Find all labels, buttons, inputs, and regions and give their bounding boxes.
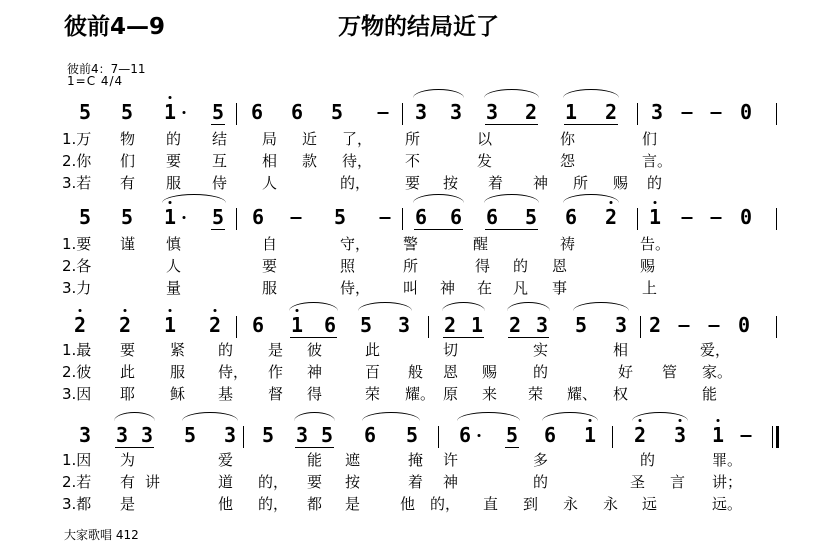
note-digit: 2: [443, 313, 457, 337]
lyric-syllable: 的，: [340, 174, 371, 192]
lyric-syllable: 服: [166, 174, 182, 192]
lyric-syllable: 照: [340, 257, 356, 275]
lyric-syllable: 掩: [408, 451, 424, 469]
lyric-syllable: 要: [307, 473, 323, 491]
lyric-syllable: 督: [268, 385, 284, 403]
lyric-syllable: 他: [218, 495, 234, 513]
page-title: 万物的结局近了: [338, 14, 499, 40]
lyric-syllable: 的: [647, 174, 663, 192]
lyric-syllable: 恩: [552, 257, 568, 275]
lyric-syllable: 作: [268, 363, 284, 381]
lyric-syllable: 发: [477, 152, 493, 170]
duration-dash: [741, 435, 752, 437]
lyric-syllable: 上: [642, 279, 658, 297]
note-digit: 1: [583, 423, 597, 447]
lyric-syllable: 到: [523, 495, 539, 513]
note-digit: 1: [163, 313, 177, 337]
lyric-syllable: 怨: [560, 152, 576, 170]
lyric-syllable: 服: [262, 279, 278, 297]
lyric-syllable: 2.若: [62, 473, 92, 491]
lyric-syllable: 警: [403, 235, 419, 253]
lyric-syllable: 神: [443, 473, 459, 491]
lyric-syllable: 3.若: [62, 174, 92, 192]
lyric-syllable: 自: [262, 235, 278, 253]
barline: [612, 426, 613, 448]
lyric-syllable: 的: [533, 473, 549, 491]
slur-arc: [457, 412, 520, 421]
lyric-syllable: 罪。: [712, 451, 743, 469]
lyric-syllable: 的，: [430, 495, 461, 513]
note-digit: 5: [320, 423, 334, 447]
lyric-syllable: 能: [307, 451, 323, 469]
note-digit: 1: [711, 423, 725, 447]
lyric-syllable: 物: [120, 130, 136, 148]
note-digit: 3: [449, 100, 463, 124]
lyric-syllable: 爱: [218, 451, 234, 469]
lyric-syllable: 服: [170, 363, 186, 381]
lyric-syllable: 在: [477, 279, 493, 297]
note-digit: 6: [449, 205, 463, 229]
lyric-syllable: 赐: [482, 363, 498, 381]
lyric-syllable: 叫: [403, 279, 419, 297]
lyric-syllable: 远: [642, 495, 658, 513]
lyric-syllable: 们: [642, 130, 658, 148]
note-digit: 5: [359, 313, 373, 337]
lyric-syllable: 家。: [702, 363, 733, 381]
lyric-syllable: 祷: [560, 235, 576, 253]
lyric-syllable: 基: [218, 385, 234, 403]
note-digit: 2: [208, 313, 222, 337]
lyric-syllable: 不: [405, 152, 421, 170]
lyric-syllable: 的: [533, 363, 549, 381]
lyric-syllable: 1.最: [62, 341, 92, 359]
lyric-syllable: 所: [403, 257, 419, 275]
note-digit: 1: [470, 313, 484, 337]
lyric-syllable: 赐: [613, 174, 629, 192]
lyric-syllable: 以: [477, 130, 493, 148]
note-digit: 5: [211, 100, 225, 124]
lyric-syllable: 所: [405, 130, 421, 148]
octave-dot-high: [717, 419, 720, 422]
note-digit: 3: [414, 100, 428, 124]
lyric-syllable: 结: [212, 130, 228, 148]
lyric-syllable: 了，: [342, 130, 373, 148]
lyric-syllable: 权: [613, 385, 629, 403]
lyric-syllable: 远。: [712, 495, 743, 513]
note-digit: 3: [535, 313, 549, 337]
note-digit: 6: [251, 205, 265, 229]
lyric-syllable: 言。: [642, 152, 673, 170]
lyric-syllable: 神: [440, 279, 456, 297]
key-time-signature: 1=C 4/4: [67, 74, 124, 88]
eighth-underline: [505, 447, 519, 448]
lyric-syllable: 的: [513, 257, 529, 275]
note-digit: 5: [120, 100, 134, 124]
lyric-syllable: 荣: [528, 385, 544, 403]
note-digit: 2: [604, 100, 618, 124]
note-digit: 3: [223, 423, 237, 447]
eighth-underline: [115, 447, 154, 448]
note-digit: 5: [333, 205, 347, 229]
eighth-underline: [295, 447, 334, 448]
note-digit: 0: [737, 313, 751, 337]
lyric-syllable: 得: [307, 385, 323, 403]
lyric-syllable: 紧: [170, 341, 186, 359]
note-digit: 6: [323, 313, 337, 337]
lyric-syllable: 许: [443, 451, 459, 469]
lyric-syllable: 好: [618, 363, 634, 381]
lyric-syllable: 是: [120, 495, 136, 513]
note-digit: 5: [261, 423, 275, 447]
note-digit: 2: [648, 313, 662, 337]
note-digit: 6: [543, 423, 557, 447]
note-digit: 6: [458, 423, 472, 447]
lyric-syllable: 按: [443, 174, 459, 192]
lyric-syllable: 待，: [342, 152, 373, 170]
augmentation-dot: [478, 434, 481, 437]
lyric-syllable: 你: [560, 130, 576, 148]
note-digit: 6: [250, 100, 264, 124]
note-digit: 6: [564, 205, 578, 229]
note-digit: 5: [183, 423, 197, 447]
note-digit: 0: [739, 100, 753, 124]
lyric-syllable: 言: [670, 473, 686, 491]
lyric-syllable: 凡: [513, 279, 529, 297]
lyric-syllable: 神: [307, 363, 323, 381]
lyric-syllable: 的: [640, 451, 656, 469]
note-digit: 0: [739, 205, 753, 229]
note-digit: 3: [140, 423, 154, 447]
slur-arc: [542, 412, 598, 421]
scripture-reference: 彼前4—9: [64, 14, 166, 40]
lyric-syllable: 侍: [212, 174, 228, 192]
note-digit: 2: [524, 100, 538, 124]
note-digit: 6: [485, 205, 499, 229]
barline: [438, 426, 439, 448]
barline: [243, 426, 244, 448]
lyric-syllable: 1.要: [62, 235, 92, 253]
lyric-syllable: 事: [552, 279, 568, 297]
lyric-syllable: 告。: [640, 235, 671, 253]
note-digit: 2: [118, 313, 132, 337]
lyric-syllable: 神: [533, 174, 549, 192]
note-digit: 5: [120, 205, 134, 229]
note-digit: 3: [115, 423, 129, 447]
lyric-syllable: 的，: [258, 495, 289, 513]
note-digit: 5: [330, 100, 344, 124]
lyric-syllable: 他: [400, 495, 416, 513]
lyric-syllable: 要: [166, 152, 182, 170]
note-digit: 6: [414, 205, 428, 229]
lyric-syllable: 着: [408, 473, 424, 491]
lyric-syllable: 此: [120, 363, 136, 381]
lyric-syllable: 彼: [307, 341, 323, 359]
slur-arc: [362, 412, 420, 421]
lyric-syllable: 有: [120, 174, 136, 192]
slur-arc: [632, 412, 688, 421]
final-barline: [772, 426, 779, 448]
lyric-syllable: 原: [443, 385, 459, 403]
scripture-range: 彼前4：7—11: [67, 62, 146, 76]
note-digit: 3: [673, 423, 687, 447]
lyric-syllable: 永: [603, 495, 619, 513]
lyric-syllable: 2.各: [62, 257, 92, 275]
slur-arc: [182, 412, 238, 421]
lyric-syllable: 百: [365, 363, 381, 381]
lyric-syllable: 相: [613, 341, 629, 359]
lyric-syllable: 1.万: [62, 130, 92, 148]
lyric-syllable: 般: [408, 363, 424, 381]
note-digit: 3: [650, 100, 664, 124]
lyric-syllable: 的，: [258, 473, 289, 491]
note-digit: 3: [614, 313, 628, 337]
note-digit: 2: [508, 313, 522, 337]
lyric-syllable: 要: [262, 257, 278, 275]
lyric-syllable: 3.都: [62, 495, 92, 513]
note-digit: 1: [163, 100, 177, 124]
lyric-syllable: 直: [483, 495, 499, 513]
lyric-syllable: 耶: [120, 385, 136, 403]
note-digit: 5: [505, 423, 519, 447]
lyric-syllable: 是: [268, 341, 284, 359]
note-digit: 3: [397, 313, 411, 337]
songbook-reference: 大家歌唱 412: [64, 528, 139, 542]
lyric-syllable: 来: [482, 385, 498, 403]
lyric-syllable: 荣: [365, 385, 381, 403]
lyric-syllable: 爱，: [700, 341, 731, 359]
lyric-syllable: 道: [218, 473, 234, 491]
slur-arc: [294, 412, 335, 421]
lyric-syllable: 切: [443, 341, 459, 359]
lyric-syllable: 为: [120, 451, 136, 469]
lyric-syllable: 有: [120, 473, 136, 491]
note-digit: 1: [564, 100, 578, 124]
note-digit: 2: [633, 423, 647, 447]
lyric-syllable: 的: [218, 341, 234, 359]
lyric-syllable: 实: [533, 341, 549, 359]
note-digit: 5: [405, 423, 419, 447]
note-digit: 2: [73, 313, 87, 337]
lyric-syllable: 们: [120, 152, 136, 170]
note-digit: 3: [78, 423, 92, 447]
lyric-syllable: 守，: [340, 235, 371, 253]
note-digit: 6: [290, 100, 304, 124]
note-digit: 1: [290, 313, 304, 337]
lyric-syllable: 所: [573, 174, 589, 192]
lyric-syllable: 着: [488, 174, 504, 192]
lyric-syllable: 按: [345, 473, 361, 491]
lyric-syllable: 醒: [473, 235, 489, 253]
lyric-syllable: 2.彼: [62, 363, 92, 381]
lyric-syllable: 恩: [443, 363, 459, 381]
lyric-syllable: 耀。: [405, 385, 436, 403]
note-digit: 6: [251, 313, 265, 337]
lyric-syllable: 人: [262, 174, 278, 192]
lyric-syllable: 人: [166, 257, 182, 275]
lyric-syllable: 量: [166, 279, 182, 297]
lyric-syllable: 1.因: [62, 451, 92, 469]
lyric-syllable: 赐: [640, 257, 656, 275]
lyric-syllable: 2.你: [62, 152, 92, 170]
note-digit: 1: [163, 205, 177, 229]
note-digit: 1: [648, 205, 662, 229]
lyric-syllable: 局: [262, 130, 278, 148]
note-digit: 6: [363, 423, 377, 447]
lyric-syllable: 多: [533, 451, 549, 469]
note-digit: 5: [524, 205, 538, 229]
lyric-syllable: 相: [262, 152, 278, 170]
lyric-syllable: 永: [563, 495, 579, 513]
lyric-syllable: 能: [702, 385, 718, 403]
lyric-syllable: 此: [365, 341, 381, 359]
lyric-syllable: 遮: [345, 451, 361, 469]
lyric-syllable: 侍，: [340, 279, 371, 297]
lyric-syllable: 3.因: [62, 385, 92, 403]
lyric-syllable: 得: [475, 257, 491, 275]
lyric-syllable: 谨: [120, 235, 136, 253]
lyric-syllable: 稣: [170, 385, 186, 403]
note-digit: 3: [485, 100, 499, 124]
note-digit: 2: [604, 205, 618, 229]
lyric-syllable: 耀、: [567, 385, 598, 403]
lyric-syllable: 管: [662, 363, 678, 381]
slur-arc: [114, 412, 155, 421]
note-digit: 5: [574, 313, 588, 337]
lyric-syllable: 都: [307, 495, 323, 513]
lyric-syllable: 是: [345, 495, 361, 513]
lyric-syllable: 圣: [630, 473, 646, 491]
lyric-syllable: 近: [302, 130, 318, 148]
lyric-syllable: 讲: [145, 473, 161, 491]
lyric-syllable: 3.力: [62, 279, 92, 297]
lyric-syllable: 的: [166, 130, 182, 148]
lyric-syllable: 要: [120, 341, 136, 359]
note-digit: 5: [78, 100, 92, 124]
lyric-syllable: 要: [405, 174, 421, 192]
note-digit: 5: [211, 205, 225, 229]
lyric-syllable: 互: [212, 152, 228, 170]
lyric-syllable: 讲；: [712, 473, 743, 491]
lyric-syllable: 慎: [166, 235, 182, 253]
note-digit: 5: [78, 205, 92, 229]
lyric-syllable: 款: [302, 152, 318, 170]
note-digit: 3: [295, 423, 309, 447]
lyric-syllable: 侍，: [218, 363, 249, 381]
